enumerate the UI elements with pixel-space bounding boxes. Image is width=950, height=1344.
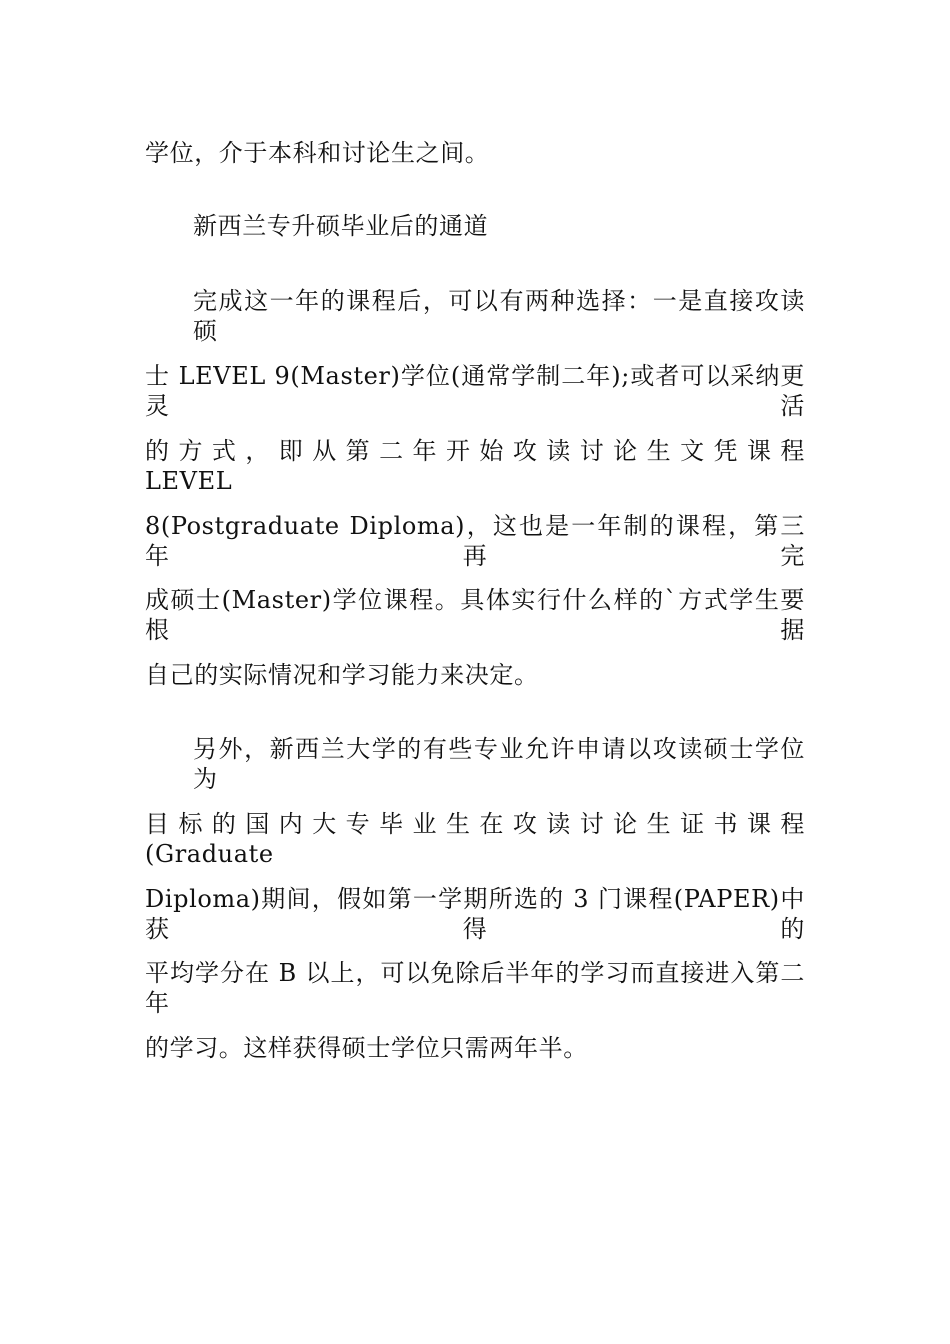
text-line-3: 完成这一年的课程后，可以有两种选择：一是直接攻读硕 [193,287,805,345]
text-line-6: 8(Postgraduate Diploma)，这也是一年制的课程，第三年再完 [145,512,805,570]
text-line-9: 另外，新西兰大学的有些专业允许申请以攻读硕士学位为 [193,735,805,793]
text-line-7: 成硕士(Master)学位课程。具体实行什么样的`方式学生要根据 [145,586,805,644]
text-line-5: 的 方 式 ， 即 从 第 二 年 开 始 攻 读 讨 论 生 文 凭 课 程 LEVEL [145,437,805,495]
text-line-13: 的学习。这样获得硕士学位只需两年半。 [145,1034,588,1062]
text-line-12: 平均学分在 B 以上，可以免除后半年的学习而直接进入第二年 [145,959,805,1017]
text-line-11: Diploma)期间，假如第一学期所选的 3 门课程(PAPER)中获得的 [145,885,805,943]
text-line-10: 目 标 的 国 内 大 专 毕 业 生 在 攻 读 讨 论 生 证 书 课 程 (Graduate [145,810,805,868]
text-line-4: 士 LEVEL 9(Master)学位(通常学制二年);或者可以采纳更灵活 [145,362,805,420]
text-line-8: 自己的实际情况和学习能力来决定。 [145,661,539,689]
text-line-1: 学位，介于本科和讨论生之间。 [145,139,490,167]
section-heading: 新西兰专升硕毕业后的通道 [193,212,489,240]
